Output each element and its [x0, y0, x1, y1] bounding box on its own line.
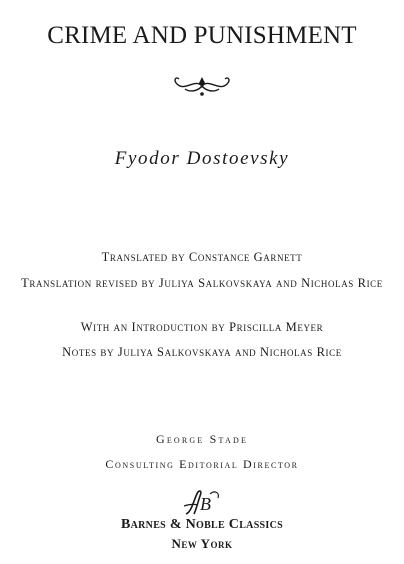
ornament-flourish-icon	[0, 72, 404, 100]
editor-name: George Stade	[155, 432, 249, 446]
publisher-name: Barnes & Noble Classics	[121, 517, 283, 532]
introduction-credit: With an Introduction by Priscilla Meyer	[80, 320, 324, 334]
notes-credit: Notes by Juliya Salkovskaya and Nicholas Rice	[62, 345, 342, 359]
publisher-city: New York	[171, 536, 233, 551]
author-name: Fyodor Dostoevsky	[114, 148, 290, 169]
revision-credit: Translation revised by Juliya Salkovskaya and Nicholas Rice	[21, 276, 383, 290]
svg-text:B: B	[200, 494, 211, 514]
editor-role: Consulting Editorial Director	[105, 457, 299, 471]
publisher-logo-icon	[0, 488, 404, 518]
book-title: CRIME AND PUNISHMENT	[47, 22, 357, 49]
translator-credit: Translated by Constance Garnett	[101, 250, 303, 264]
